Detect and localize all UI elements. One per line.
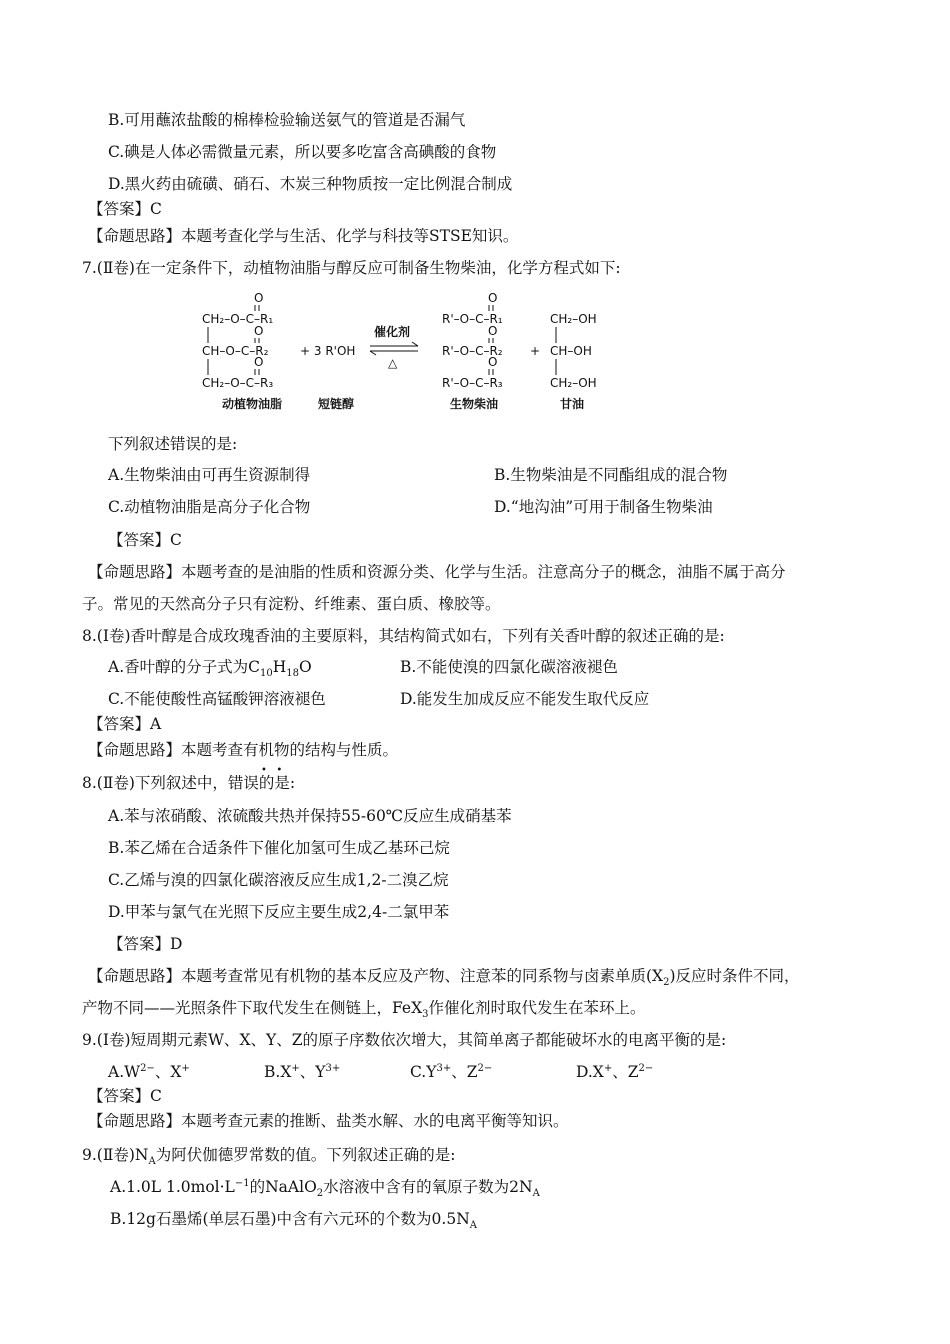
q7-option-c: C.动植物油脂是高分子化合物 (108, 498, 311, 516)
q8a-answer: 【答案】A (88, 715, 162, 733)
glycerol-label: 甘油 (560, 397, 585, 411)
q7-thinking-line1: 【命题思路】本题考查的是油脂的性质和资源分类、化学与生活。注意高分子的概念，油脂不属于高分 (88, 563, 786, 581)
q7-thinking-line2: 子。常见的天然高分子只有淀粉、纤维素、蛋白质、橡胶等。 (82, 595, 501, 613)
q8b-thinking-line1: 【命题思路】本题考查常见有机物的基本反应及产物、注意苯的同系物与卤素单质$(X_2)$反应时条件不同， (88, 967, 800, 989)
q9a-option-d: D.X+、$Z^{2-}$ (576, 1062, 654, 1081)
catalyst-label: 催化剂 (374, 325, 411, 339)
emphasis-dots: • • (261, 765, 283, 776)
q8b-option-a: A.苯与浓硝酸、浓硫酸共热并保持55-60℃反应生成硝基苯 (108, 807, 512, 825)
q9a-stem: 9.(Ⅰ卷)短周期元素W、X、Y、Z的原子序数依次增大，其简单离子都能破坏水的电离平衡的是: (82, 1031, 727, 1049)
ester-carbonyl-o-2: O (488, 324, 498, 338)
fat-row-3: CH₂–O–C–R₃ (202, 376, 274, 390)
q8b-option-b: B.苯乙烯在合适条件下催化加氢可生成乙基环己烷 (108, 839, 450, 857)
q8b-stem: 8.(Ⅱ卷)下列叙述中，错误的是: (82, 774, 296, 792)
q8b-option-d: D.甲苯与氯气在光照下反应主要生成2,4-二氯甲苯 (108, 903, 450, 921)
q9a-answer: 【答案】C (88, 1087, 162, 1105)
biodiesel-label: 生物柴油 (450, 397, 499, 411)
q7-stem: 7.(Ⅱ卷)在一定条件下，动植物油脂与醇反应可制备生物柴油，化学方程式如下: (82, 259, 621, 277)
ester-row-1: R'–O–C–R₁ (442, 312, 503, 326)
glycerol-row-1: CH₂–OH (550, 312, 597, 326)
q7-option-d: D.“地沟油”可用于制备生物柴油 (494, 498, 713, 516)
q8a-option-b: B.不能使溴的四氯化碳溶液褪色 (400, 658, 618, 676)
q8a-stem: 8.(Ⅰ卷)香叶醇是合成玫瑰香油的主要原料，其结构简式如右，下列有关香叶醇的叙述正确的是: (82, 627, 725, 645)
fat-row-1: CH₂–O–C–R₁ (202, 312, 274, 326)
q6-thinking: 【命题思路】本题考查化学与生活、化学与科技等STSE知识。 (88, 227, 519, 245)
ester-carbonyl-o-1: O (488, 291, 498, 305)
alcohol-label: 短链醇 (318, 397, 355, 411)
glycerol-row-2: CH–OH (550, 344, 592, 358)
q7-answer: 【答案】C (108, 531, 182, 549)
q9a-option-a: $A.W^{2-}$、X+ (108, 1062, 190, 1081)
fat-carbonyl-o-2: O (254, 324, 264, 338)
q7-option-a: A.生物柴油由可再生资源制得 (108, 466, 311, 484)
q6-option-b: B.可用蘸浓盐酸的棉棒检验输送氨气的管道是否漏气 (108, 111, 466, 129)
ester-carbonyl-o-3: O (488, 355, 498, 369)
glycerol-row-3: CH₂–OH (550, 376, 597, 390)
q8a-option-d: D.能发生加成反应不能发生取代反应 (400, 690, 650, 708)
q9a-thinking: 【命题思路】本题考查元素的推断、盐类水解、水的电离平衡等知识。 (88, 1112, 569, 1130)
alcohol-formula: + 3 R'OH (300, 344, 356, 358)
reaction-equation-figure (196, 288, 616, 414)
fat-carbonyl-o-1: O (254, 291, 264, 305)
q7-option-b: B.生物柴油是不同酯组成的混合物 (494, 466, 728, 484)
ester-row-2: R'–O–C–R₂ (442, 344, 503, 358)
q8b-option-c: C.乙烯与溴的四氯化碳溶液反应生成1,2-二溴乙烷 (108, 871, 449, 889)
q8b-answer: 【答案】D (108, 935, 183, 953)
heat-symbol: △ (388, 356, 398, 370)
q9b-option-b: B.12g石墨烯(单层石墨)中含有六元环的个数为$0.5N_A$ (110, 1210, 478, 1232)
fat-label: 动植物油脂 (222, 397, 283, 411)
q9b-stem: 9.(Ⅱ卷)$N_A$为阿伏伽德罗常数的值。下列叙述正确的是: (82, 1146, 456, 1168)
q8b-thinking-line2: 产物不同——光照条件下取代发生在侧链上，FeX$_3$作催化剂时取代发生在苯环上。 (82, 999, 646, 1021)
plus-sign: + (530, 344, 541, 358)
ester-row-3: R'–O–C–R₃ (442, 376, 503, 390)
q6-option-d: D.黑火药由硫磺、硝石、木炭三种物质按一定比例混合制成 (108, 175, 513, 193)
q9a-option-b: B.X+、$Y^{3+}$ (264, 1062, 341, 1081)
q6-answer: 【答案】C (88, 200, 162, 218)
fat-row-2: CH–O–C–R₂ (202, 344, 269, 358)
q9a-option-c: $C.Y^{3+}$、$Z^{2-}$ (410, 1062, 493, 1081)
q6-option-c: C.碘是人体必需微量元素，所以要多吃富含高碘酸的食物 (108, 143, 497, 161)
q7-question: 下列叙述错误的是: (108, 435, 238, 453)
q9b-option-a: A.1.0L $1.0mol\cdot L^{-1}$的NaAlO$_2$水溶液中含有的氧原子数为$2N_A$ (110, 1177, 540, 1200)
q8a-option-c: C.不能使酸性高锰酸钾溶液褪色 (108, 690, 326, 708)
q8a-thinking: 【命题思路】本题考查有机物的结构与性质。 (88, 741, 399, 759)
fat-carbonyl-o-3: O (254, 355, 264, 369)
q8a-option-a: A.香叶醇的分子式为$C_{10}H_{18}O$ (108, 658, 312, 680)
